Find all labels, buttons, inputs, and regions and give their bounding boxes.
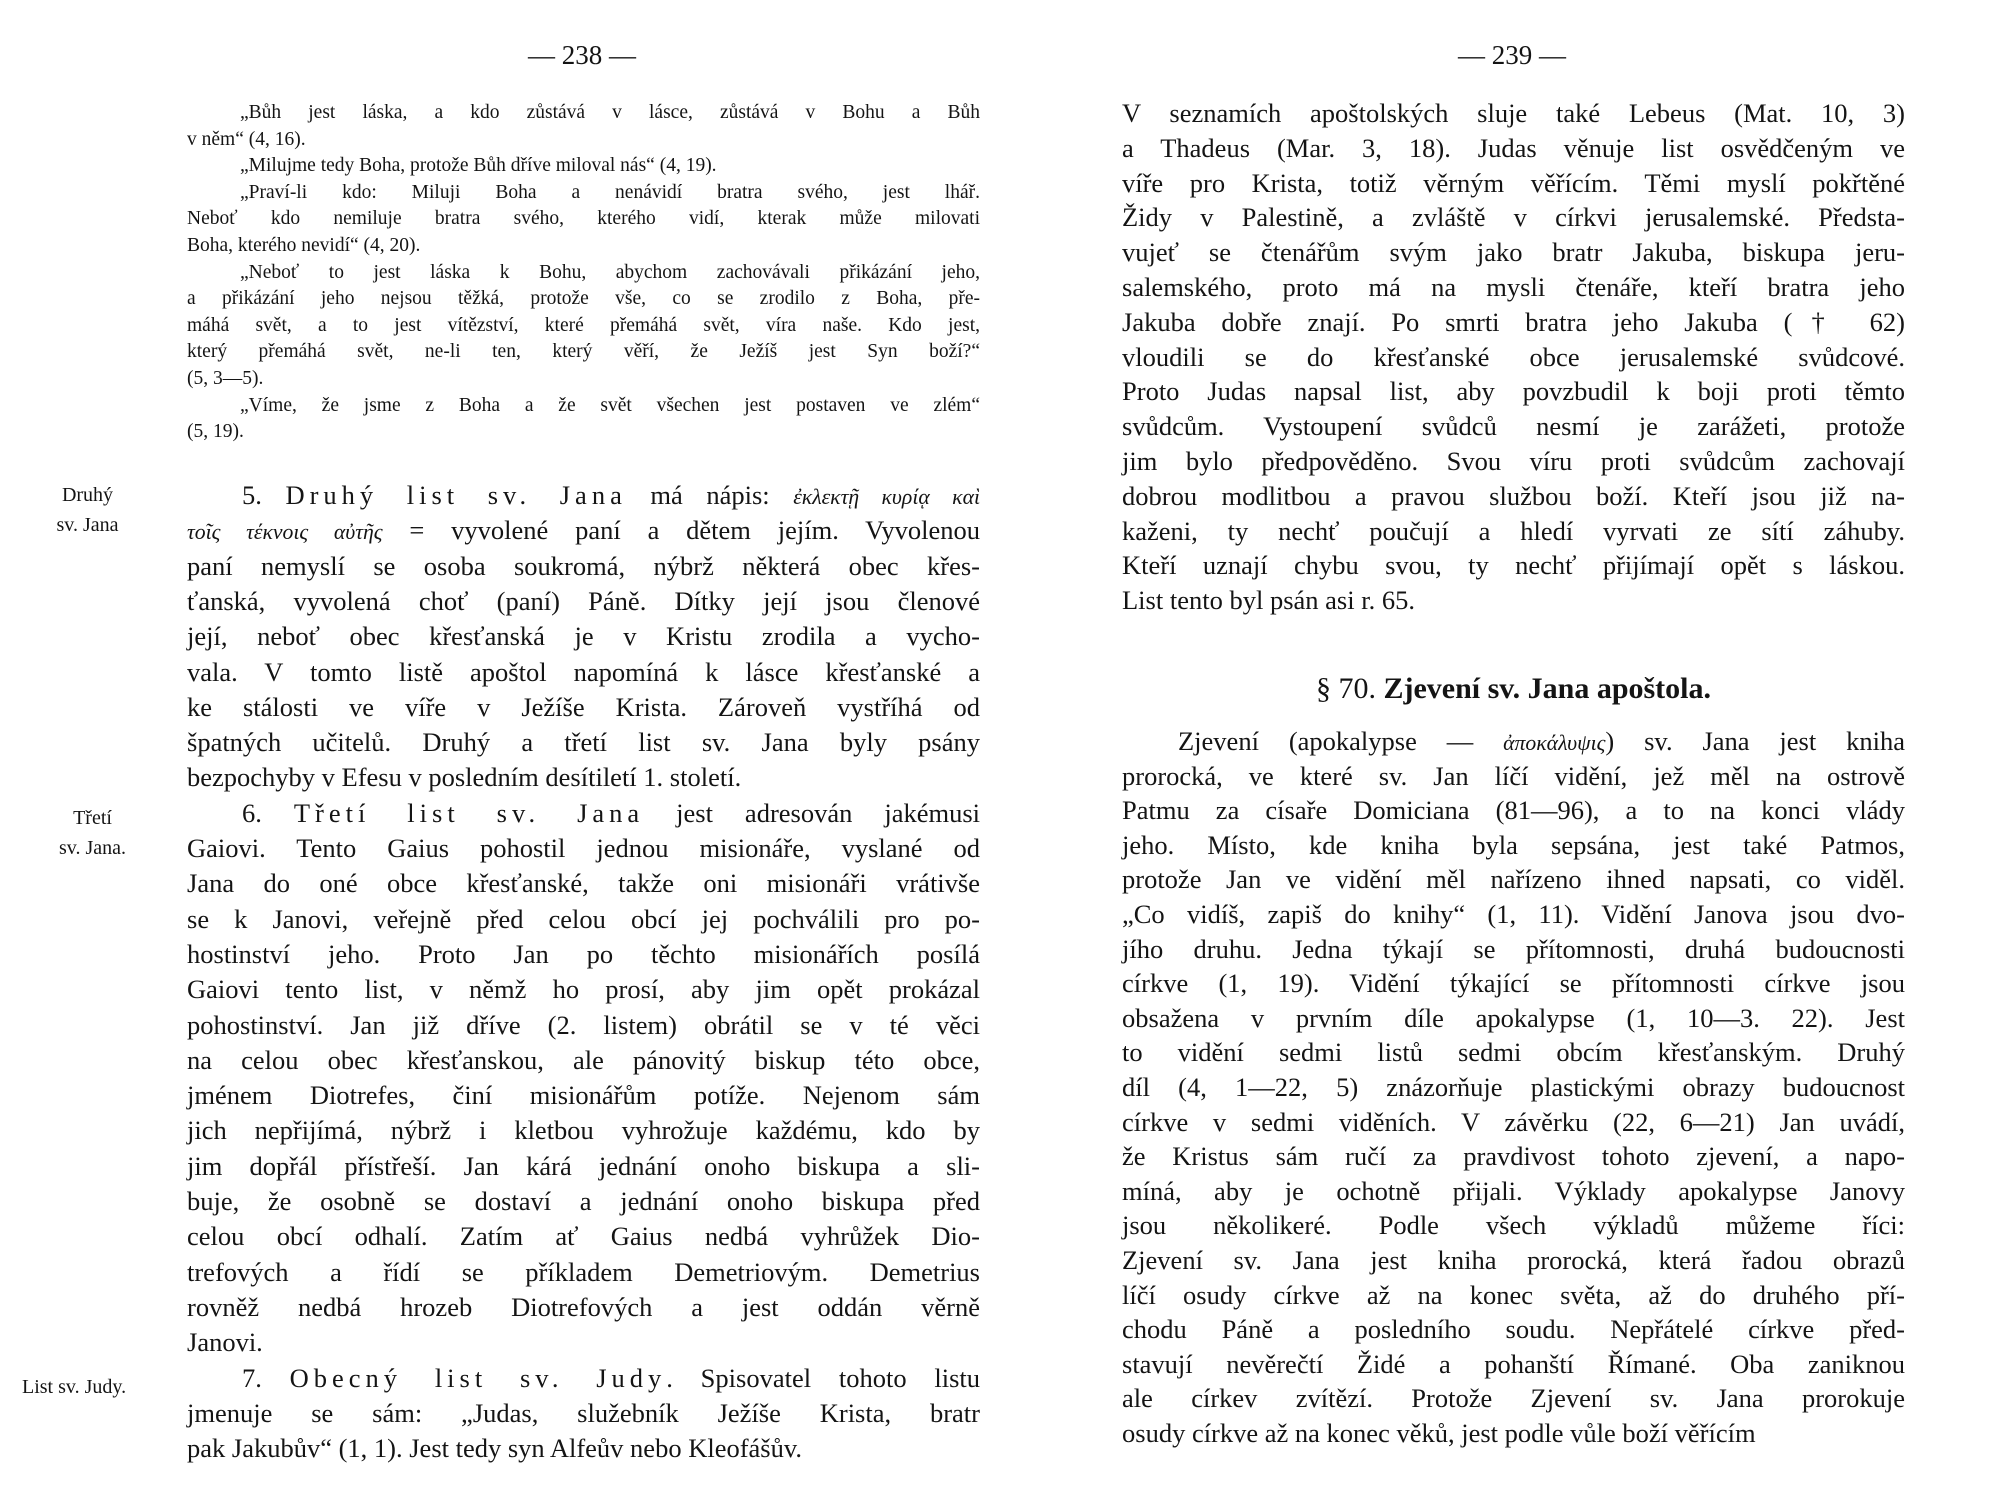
text-line: pohostinství. Jan již dříve (2. listem) obrátil se v té věci [187,1009,980,1040]
text-line: jim bylo předpověděno. Svou víru proti svůdcům zachovají [1122,446,1905,476]
text-segment: ) sv. Jana jest kniha [1605,726,1905,756]
text-line: (5, 3—5). [187,368,264,389]
text-line: osudy církve až na konec věků, jest podle vůle boží věřícím [1122,1418,1756,1448]
text-segment: 7. [242,1362,290,1393]
text-line: ťanská, vyvolená choť (paní) Páně. Dítky její jsou členové [187,585,980,616]
text-line: „Milujme tedy Boha, protože Bůh dříve miloval nás“ (4, 19). [240,155,717,177]
text-line: Patmu za císaře Domiciana (81—96), a to na konci vlády [1122,795,1905,826]
letter-title: Obecný list sv. Judy [289,1362,667,1393]
margin-note-third-john [45,803,140,863]
letter-title: Třetí list sv. Jana [293,797,645,828]
text-line [1178,724,1905,759]
section-heading [1122,672,1905,706]
text-line: paní nemyslí se osoba soukromá, nýbrž některá obec křes- [187,550,980,581]
text-line: jeho. Místo, kde kniha byla sepsána, jest také Patmos, [1122,829,1905,860]
margin-note-line: Třetí [73,807,112,829]
text-line: obsažena v prvním díle apokalypse (1, 10—3. 22). Jest [1122,1002,1905,1033]
text-line: líčí osudy církve až na konec světa, až do druhého pří- [1122,1279,1905,1310]
text-line: jménem Diotrefes, činí misionářům potíže. Nejenom sám [187,1080,980,1111]
margin-note-line: sv. Jana. [58,837,127,859]
text-line: církve v sedmi viděních. V závěrku (22, 6—21) Jan uvádí, [1122,1106,1905,1137]
margin-note-line: Druhý [61,484,114,506]
text-line: List tento byl psán asi r. 65. [1122,585,1415,616]
text-line: máhá svět, a to jest vítězství, které přemáhá svět, víra naše. Kdo jest, [187,314,980,336]
text-segment: 6. [242,797,294,828]
text-line: V seznamích apoštolských sluje také Lebeus (Mat. 10, 3) [1122,98,1905,128]
text-segment: = vyvolené paní a dětem jejím. Vyvolenou [382,515,981,546]
text-line: Zjevení sv. Jana jest kniha prorocká, která řadou obrazů [1122,1245,1905,1275]
margin-note-second-john [40,480,135,540]
text-segment: má nápis: [626,480,794,510]
text-line: a přikázání jeho nejsou těžká, protože vše, co se zrodilo z Boha, pře- [187,288,980,310]
text-line [187,513,980,548]
text-segment: . Spisovatel tohoto listu [666,1362,980,1393]
text-line: prorocká, ve které sv. Jan líčí vidění, jež měl na ostrově [1122,760,1905,791]
greek-text: τοῖς τέκνοις αὐτῆς [187,520,383,545]
text-line: její, neboť obec křesťanská je v Kristu zrodila a vycho- [187,621,980,652]
text-line: jich nepřijímá, nýbrž i kletbou vyhrožuje každému, kdo by [187,1115,980,1146]
text-line: Janovi. [187,1327,263,1358]
text-line: „Praví-li kdo: Miluji Boha a nenávidí bratra svého, jest lhář. [240,181,980,203]
text-line: Jakuba dobře znají. Po smrti bratra jeho Jakuba († 62) [1122,306,1905,337]
section-number: § 70. [1315,672,1376,705]
text-segment: Zjevení (apokalypse — [1178,726,1504,756]
text-line: Kteří uznají chybu svou, ty nechť přijímají opět s láskou. [1122,550,1905,581]
text-line: Neboť kdo nemiluje bratra svého, kterého vidí, kterak může milovati [187,208,980,230]
text-segment: jest adresován jakémusi [644,797,981,828]
text-line: jim dopřál přístřeší. Jan kárá jednání onoho biskupa a sli- [187,1150,980,1181]
text-line [242,1361,980,1396]
text-line [242,796,980,831]
text-line: se k Janovi, veřejně před celou obcí jej pochválili pro po- [187,903,980,934]
text-line: protože Jan ve vidění měl nařízeno ihned napsati, co viděl. [1122,864,1905,895]
text-line: dobrou modlitbou a pravou službou boží. Kteří jsou již na- [1122,480,1905,511]
text-line: „Co vidíš, zapiš do knihy“ (1, 11). Vidění Janova jsou dvo- [1122,899,1905,929]
greek-text: ἀποκάλυψις [1503,731,1606,755]
text-line: vujeť se čtenářům svým jako bratr Jakuba, biskupa jeru- [1122,237,1905,268]
text-line: trefových a řídí se příkladem Demetriovým. Demetrius [187,1256,980,1287]
text-line: jího druhu. Jedna týkají se přítomnosti, druhá budoucnosti [1122,933,1905,964]
text-line: díl (4, 1—22, 5) znázorňuje plastickými obrazy budoucnost [1122,1072,1905,1102]
text-line: buje, že osobně se dostaví a jednání onoho biskupa před [187,1186,980,1216]
text-line: Boha, kterého nevidí“ (4, 20). [187,235,421,256]
greek-text: ἐκλεκτῇ κυρίᾳ καὶ [793,485,980,509]
text-line: Gaiovi. Tento Gaius pohostil jednou misionáře, vyslané od [187,833,980,863]
page-number-left: — 238 — [528,40,636,70]
section-title: Zjevení sv. Jana apoštola. [1383,672,1712,705]
text-line: to vidění sedmi listů sedmi obcím křesťanským. Druhý [1122,1037,1905,1068]
text-line: církve (1, 19). Vidění týkající se přítomnosti církve jsou [1122,968,1905,999]
text-line: v něm“ (4, 16). [187,128,306,150]
text-line: špatných učitelů. Druhý a třetí list sv. Jana byly psány [187,727,980,758]
margin-note-jude: List sv. Judy. [22,1376,127,1398]
letter-title: Druhý list sv. Jana [285,480,627,510]
text-line: Židy v Palestině, a zvláště v církvi jerusalemské. Předsta- [1122,202,1905,233]
text-line: Jana do oné obce křesťanské, takže oni misionáři vrátivše [187,868,980,899]
text-line: „Víme, že jsme z Boha a že svět všechen jest postaven ve zlém“ [240,394,980,416]
text-line: jsou několikeré. Podle všech výkladů můžeme říci: [1122,1210,1905,1241]
text-line: „Neboť to jest láska k Bohu, abychom zachovávali přikázání jeho, [240,261,980,283]
text-line: míná, aby je ochotně přijali. Výklady apokalypse Janovy [1122,1175,1905,1206]
margin-note-line: sv. Jana [56,514,119,536]
text-line: svůdcům. Vystoupení svůdců nesmí je zarážeti, protože [1122,411,1905,442]
text-line: bezpochyby v Efesu v posledním desítiletí 1. století. [187,762,742,793]
text-line: jmenuje se sám: „Judas, služebník Ježíše Krista, bratr [187,1397,980,1428]
text-line: Gaiovi tento list, v němž ho prosí, aby jim opět prokázal [187,974,980,1005]
text-line: rovněž nedbá hrozeb Diotrefových a jest oddán věrně [187,1291,980,1322]
text-line: vala. V tomto listě apoštol napomíná k lásce křesťanské a [187,656,980,687]
text-line: vloudili se do křesťanské obce jerusalemské svůdcové. [1122,341,1905,372]
page-number-right: — 239 — [1458,40,1566,70]
text-segment: 5. [242,480,286,510]
text-line: na celou obec křesťanskou, ale pánovitý biskup této obce, [187,1044,980,1075]
text-line: pak Jakubův“ (1, 1). Jest tedy syn Alfeův nebo Kleofášův. [187,1433,803,1464]
text-line: stavují nevěrečtí Židé a pohanští Římané. Oba zaniknou [1122,1348,1905,1379]
text-line: víře pro Krista, totiž věrným věřícím. Těmi myslí pokřtěné [1122,167,1905,198]
text-line: že Kristus sám ručí za pravdivost tohoto zjevení, a napo- [1122,1141,1905,1172]
text-line: (5, 19). [187,421,244,443]
text-line: „Bůh jest láska, a kdo zůstává v lásce, zůstává v Bohu a Bůh [240,102,980,123]
text-line: celou obcí odhalí. Zatím ať Gaius nedbá vyhrůžek Dio- [187,1221,980,1252]
text-line: ke stálosti ve víře v Ježíše Krista. Zároveň vystříhá od [187,691,980,722]
text-line: a Thadeus (Mar. 3, 18). Judas věnuje list osvědčeným ve [1122,132,1905,163]
text-line [242,478,980,513]
text-line: kaženi, ty nechť poučují a hledí vyrvati ze sítí záhuby. [1122,515,1905,546]
text-line: který přemáhá svět, ne-li ten, který věří, že Ježíš jest Syn boží?“ [187,341,980,363]
text-line: chodu Páně a posledního soudu. Nepřátelé církve před- [1122,1314,1905,1345]
text-line: ale církev zvítězí. Protože Zjevení sv. Jana prorokuje [1122,1383,1905,1414]
text-line: salemského, proto má na mysli čtenáře, kteří bratra jeho [1122,272,1905,302]
text-line: hostinství jeho. Proto Jan po těchto misionářích posílá [187,938,980,969]
text-line: Proto Judas napsal list, aby povzbudil k boji proti těmto [1122,376,1905,407]
